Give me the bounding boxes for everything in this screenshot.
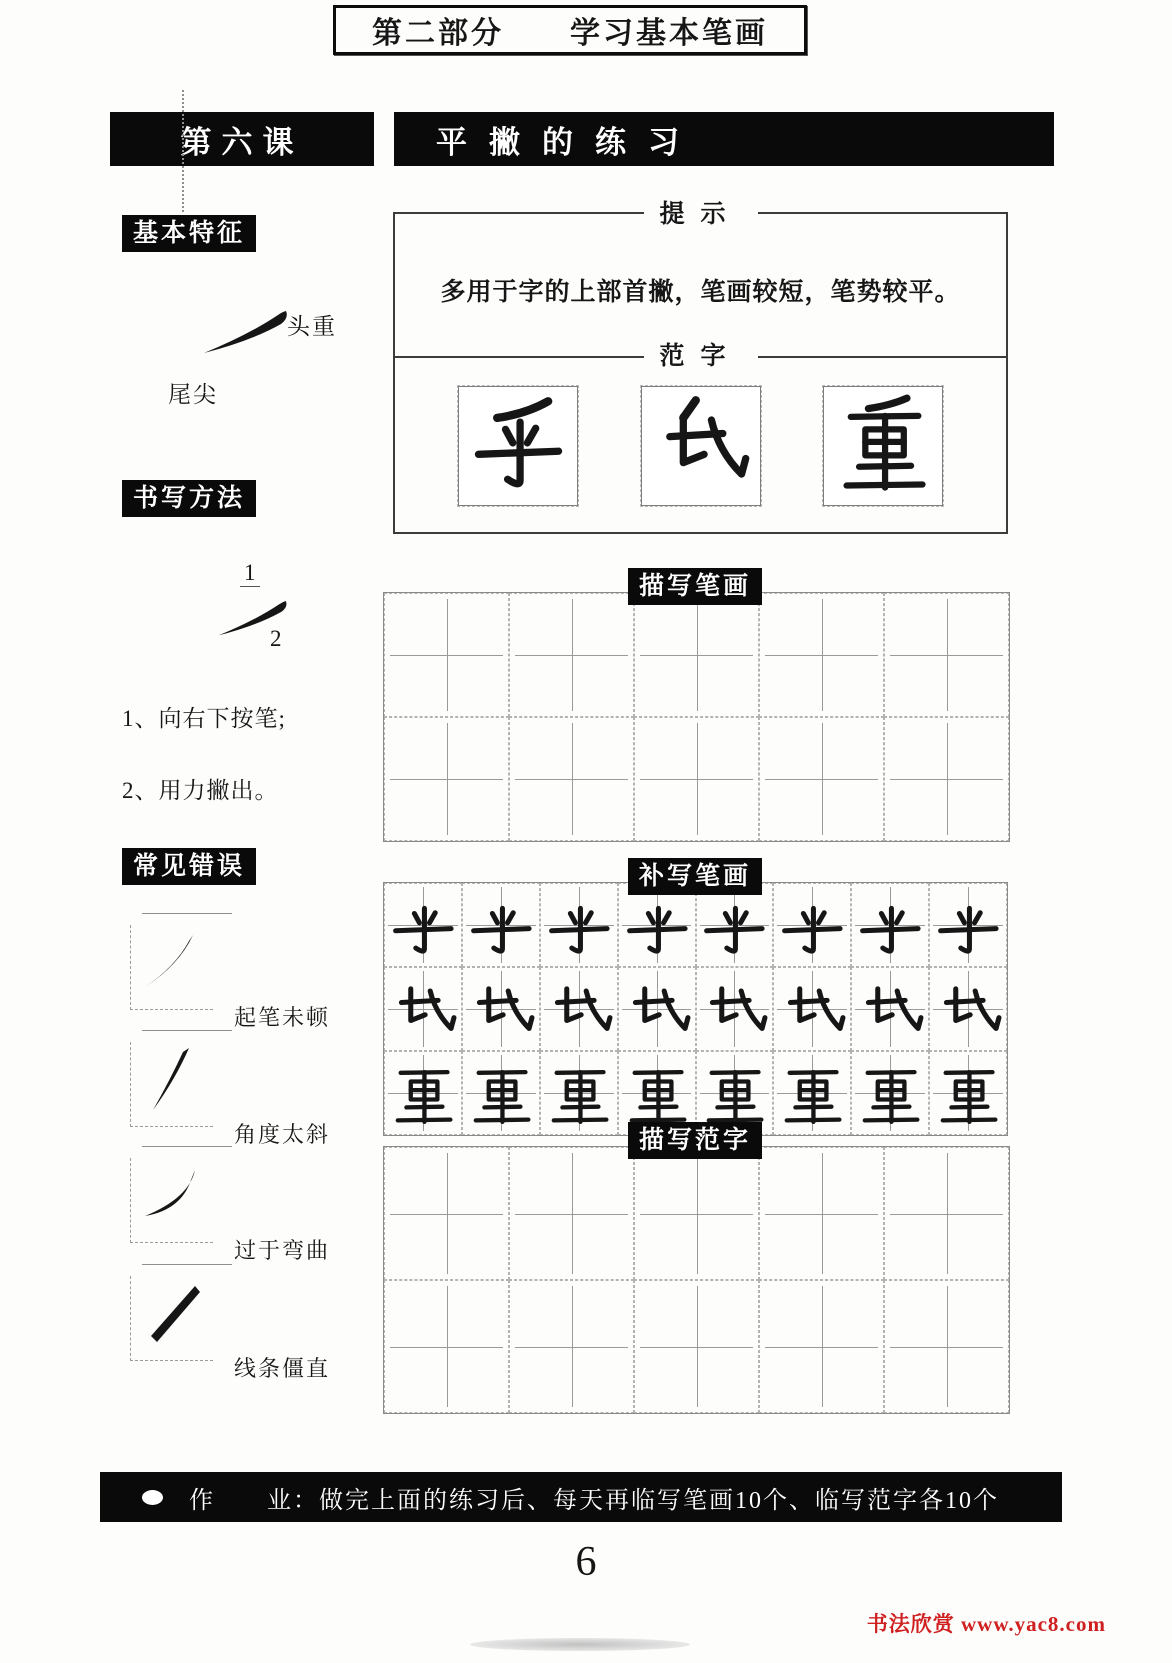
part-title: 第二部分 学习基本笔画 xyxy=(372,17,768,50)
watermark: 书法欣赏 www.yac8.com xyxy=(866,1612,1106,1636)
hint-legend: 提示 xyxy=(643,194,757,230)
practice-char-glyph xyxy=(387,1057,459,1129)
practice-char-cell xyxy=(851,967,929,1051)
practice-cell xyxy=(884,593,1009,717)
practice-char-cell xyxy=(384,883,462,967)
practice-cell xyxy=(509,717,634,841)
basic-features-label: 基本特征 xyxy=(133,219,246,247)
grid-fragment xyxy=(142,1146,232,1147)
practice-char-glyph xyxy=(698,889,770,961)
mistake-stroke-icon-no-pause xyxy=(130,925,213,1010)
practice-char-glyph xyxy=(932,889,1004,961)
stroke-order-marker-2: 2 xyxy=(270,626,282,651)
trace-examples-grid xyxy=(383,1146,1010,1414)
example-char-hu xyxy=(466,394,570,498)
practice-char-glyph xyxy=(776,889,848,961)
scan-dotted-line xyxy=(182,90,184,212)
practice-char-glyph xyxy=(621,889,693,961)
section-tag-basic-features xyxy=(122,215,256,252)
example-chars-legend: 范字 xyxy=(643,336,757,372)
practice-cell xyxy=(509,593,634,717)
practice-cell xyxy=(509,1147,634,1280)
writing-method-label: 书写方法 xyxy=(133,484,246,512)
practice-char-glyph xyxy=(932,973,1004,1045)
practice-char-cell xyxy=(851,883,929,967)
example-char-shi xyxy=(649,394,753,498)
flat-pie-stroke-small-icon xyxy=(212,594,294,644)
part-title-box xyxy=(333,5,807,55)
practice-cell xyxy=(509,1280,634,1413)
writing-step-1: 1、向右下按笔; xyxy=(122,706,286,731)
practice-cell xyxy=(384,717,509,841)
section-tag-writing-method xyxy=(122,480,256,517)
mistake-item xyxy=(122,1158,392,1268)
trace-strokes-label: 描写笔画 xyxy=(638,572,752,600)
mistake-label: 线条僵直 xyxy=(234,1356,331,1381)
lesson-number: 第六课 xyxy=(180,124,304,160)
tail-note: 尾尖 xyxy=(168,382,218,407)
grid-fragment xyxy=(142,913,232,914)
practice-char-glyph xyxy=(621,1057,693,1129)
mistake-stroke-icon-too-curved xyxy=(130,1158,213,1243)
head-note: 头重 xyxy=(287,314,337,339)
practice-char-glyph xyxy=(698,1057,770,1129)
page-number: 6 xyxy=(575,1539,597,1585)
section-tag-trace-strokes xyxy=(628,568,762,605)
hint-box xyxy=(393,201,1008,534)
example-char-box-zhong xyxy=(823,386,943,506)
practice-char-cell xyxy=(929,1051,1007,1135)
practice-cell xyxy=(759,593,884,717)
practice-char-cell xyxy=(696,883,774,967)
section-tag-common-mistakes xyxy=(122,848,256,885)
practice-char-glyph xyxy=(854,1057,926,1129)
common-mistakes-label: 常见错误 xyxy=(133,852,246,880)
practice-cell xyxy=(384,593,509,717)
writing-step-2: 2、用力撇出。 xyxy=(122,778,279,803)
practice-char-glyph xyxy=(776,1057,848,1129)
grid-fragment xyxy=(142,1030,232,1031)
practice-cell xyxy=(634,1280,759,1413)
practice-char-cell xyxy=(618,967,696,1051)
practice-cell xyxy=(634,717,759,841)
example-chars-row xyxy=(395,382,1006,510)
practice-row-shi xyxy=(383,967,1008,1051)
practice-char-glyph xyxy=(621,973,693,1045)
practice-char-cell xyxy=(851,1051,929,1135)
practice-cell xyxy=(384,1147,509,1280)
lesson-title: 平撇的练习 xyxy=(436,124,701,160)
practice-char-glyph xyxy=(543,889,615,961)
section-tag-trace-examples xyxy=(628,1122,762,1159)
practice-char-glyph xyxy=(543,973,615,1045)
practice-char-cell xyxy=(540,967,618,1051)
practice-cell xyxy=(884,1280,1009,1413)
practice-char-cell xyxy=(384,967,462,1051)
practice-char-cell xyxy=(540,1051,618,1135)
mistake-label: 过于弯曲 xyxy=(234,1238,331,1263)
lesson-title-bar xyxy=(394,112,1054,166)
mistake-item xyxy=(122,1276,392,1386)
practice-char-glyph xyxy=(776,973,848,1045)
practice-char-cell xyxy=(929,883,1007,967)
mistake-stroke-icon-too-steep xyxy=(130,1042,213,1127)
practice-cell xyxy=(884,1147,1009,1280)
complete-strokes-label: 补写笔画 xyxy=(638,862,752,890)
practice-char-cell xyxy=(929,967,1007,1051)
complete-strokes-grid xyxy=(383,882,1008,1136)
homework-text: 作 业：做完上面的练习后、每天再临写笔画10个、临写范字各10个 xyxy=(189,1487,999,1514)
practice-char-glyph xyxy=(465,1057,537,1129)
practice-char-glyph xyxy=(698,973,770,1045)
practice-char-cell xyxy=(773,1051,851,1135)
practice-char-glyph xyxy=(387,889,459,961)
practice-char-cell xyxy=(773,967,851,1051)
practice-char-cell xyxy=(773,883,851,967)
practice-char-glyph xyxy=(854,973,926,1045)
hint-text: 多用于字的上部首撇，笔画较短，笔势较平。 xyxy=(440,279,961,306)
practice-char-glyph xyxy=(854,889,926,961)
example-char-box-hu xyxy=(458,386,578,506)
practice-cell xyxy=(634,593,759,717)
practice-char-cell xyxy=(384,1051,462,1135)
practice-char-cell xyxy=(462,967,540,1051)
practice-char-glyph xyxy=(387,973,459,1045)
flat-pie-stroke-icon xyxy=(196,302,296,364)
practice-row-hu xyxy=(383,882,1008,967)
homework-bar xyxy=(100,1472,1062,1522)
trace-strokes-grid xyxy=(383,592,1010,842)
practice-cell xyxy=(634,1147,759,1280)
practice-cell xyxy=(759,717,884,841)
practice-cell xyxy=(884,717,1009,841)
practice-char-glyph xyxy=(543,1057,615,1129)
stroke-order-diagram xyxy=(212,560,332,680)
mistake-label: 角度太斜 xyxy=(234,1122,331,1147)
mistake-item xyxy=(122,925,392,1035)
practice-char-glyph xyxy=(932,1057,1004,1129)
practice-char-glyph xyxy=(465,889,537,961)
stroke-order-marker-1: 1 xyxy=(240,560,260,587)
grid-fragment xyxy=(142,1264,232,1265)
practice-char-cell xyxy=(462,883,540,967)
practice-cell xyxy=(759,1147,884,1280)
mistake-stroke-icon-stiff-line xyxy=(130,1276,213,1361)
practice-char-cell xyxy=(540,883,618,967)
trace-examples-label: 描写范字 xyxy=(638,1126,752,1154)
section-tag-complete-strokes xyxy=(628,858,762,895)
practice-cell xyxy=(384,1280,509,1413)
mistake-label: 起笔未顿 xyxy=(234,1005,331,1030)
practice-char-cell xyxy=(462,1051,540,1135)
example-char-box-shi xyxy=(641,386,761,506)
scan-smudge xyxy=(470,1638,690,1651)
practice-char-cell xyxy=(696,967,774,1051)
practice-cell xyxy=(759,1280,884,1413)
practice-char-cell xyxy=(618,883,696,967)
lesson-number-box xyxy=(110,112,374,166)
bullet-icon xyxy=(142,1490,163,1505)
practice-char-glyph xyxy=(465,973,537,1045)
mistake-item xyxy=(122,1042,392,1152)
example-char-zhong xyxy=(831,394,935,498)
